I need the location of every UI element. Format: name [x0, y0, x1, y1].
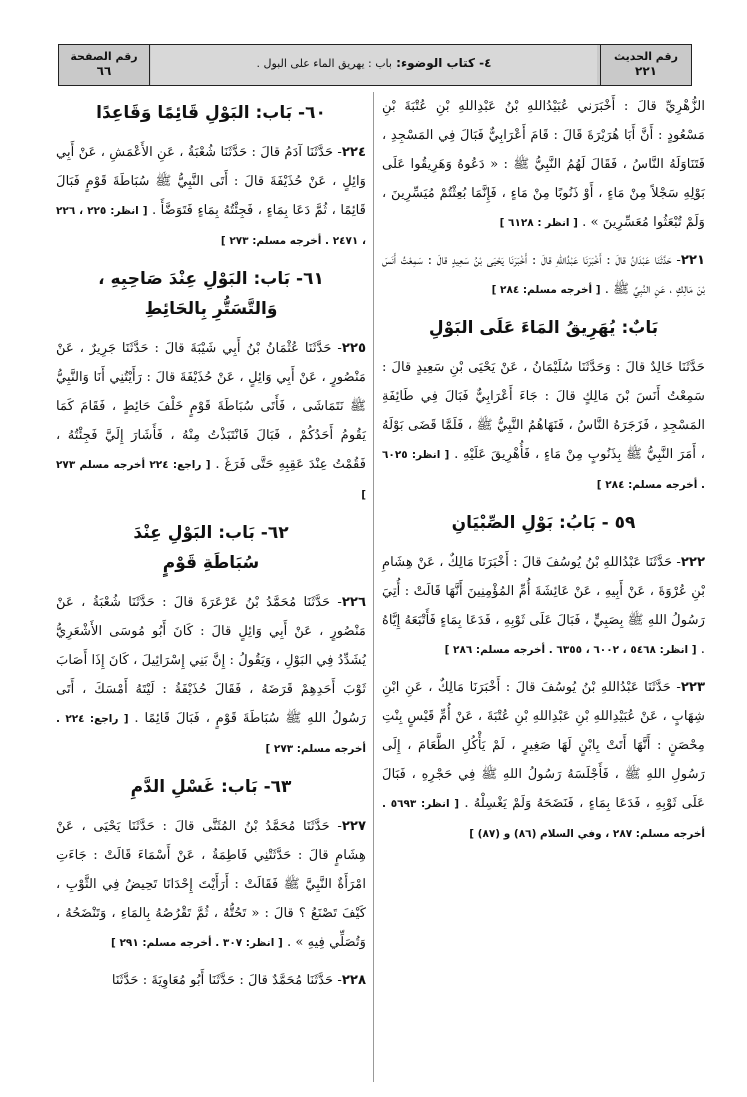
page-number-box — [59, 45, 150, 85]
hadith-reference: [ انظر: ٥٦٩٣ . أخرجه مسلم: ٢٨٧ ، وفي السلام (٨٦) و (٨٧) ] — [382, 798, 705, 840]
hadith-text: - حَدَّثَنَا عُثْمَانُ بْنُ أَبِي شَيْبَةَ قالَ : حَدَّثَنَا جَرِيرٌ ، عَنْ مَنْصُورٍ ، عَنْ أَبِي وَائِلٍ ، عَنْ حُذَيْفَةَ قالَ : رَأَيْتُنِي أَنَا وَالنَّبِيُّ ﷺ نَتَمَاشَى ، فَأَتَى سُبَاطَةَ قَوْمٍ خَلْفَ حَائِطٍ ، فَقَامَ كَمَا يَقُومُ أَحَدُكُمْ ، فَبَالَ فَانْتَبَذْتُ مِنْهُ ، فَأَشَارَ إِلَيَّ فَجِئْتُهُ ، فَقُمْتُ عِنْدَ عَقِبِهِ حَتَّى فَرَغَ . — [56, 341, 366, 472]
hadith-number: ٢٢٣ — [680, 680, 705, 695]
hadith-number-box — [600, 45, 691, 85]
chapter-heading-line: سُبَاطَةِ قَوْمٍ — [162, 553, 260, 573]
hadith-number: ٢٢٢ — [680, 555, 705, 570]
hadith-text: - حَدَّثَنَا آدَمُ قالَ : حَدَّثَنَا شُعْبَةُ ، عَنِ الأَعْمَشِ ، عَنْ أَبِي وَائِلٍ ، عَنْ حُذَيْفَةَ قالَ : أَتَى النَّبِيُّ ﷺ سُبَاطَةَ قَوْمٍ فَبَالَ قَائِمًا ، ثُمَّ دَعَا بِمَاءٍ ، فَجِئْتُهُ بِمَاءٍ فَتَوَضَّأَ . — [56, 145, 366, 218]
left-column — [56, 92, 366, 1003]
chapter-heading — [56, 264, 366, 324]
hadith-text: - حَدَّثَنَا مُحَمَّدٌ قالَ : حَدَّثَنَا أَبُو مُعَاوِيَةَ : حَدَّثَنَا — [111, 973, 342, 988]
hadith-reference: [ أخرجه مسلم: ٢٨٤ ] — [491, 284, 601, 296]
column-divider — [373, 92, 374, 1082]
hadith-text: - حَدَّثَنَا مُحَمَّدُ بْنُ المُثَنَّى قالَ : حَدَّثَنَا يَحْيَى ، عَنْ هِشَامٍ قالَ : حَدَّثَتْنِي فَاطِمَةُ ، عَنْ أَسْمَاءَ قَالَتْ : جَاءَتِ امْرَأَةٌ النَّبِيَّ ﷺ فَقَالَتْ : أَرَأَيْتَ إِحْدَانَا تَحِيضُ فِي الثَّوْبِ ، كَيْفَ تَصْنَعُ ؟ قالَ : « تَحُتُّهُ ، ثُمَّ تَقْرُصُهُ بِالمَاءِ ، وَتَنْضَحُهُ ، وَتُصَلِّي فِيهِ » . — [56, 819, 366, 950]
page-number-label: رقم الصفحة — [70, 50, 138, 63]
hadith-text: - حَدَّثَنَا عَبْدُاللهِ بْنُ يُوسُفَ قالَ : أَخْبَرَنَا مَالِكٌ ، عَنْ هِشَامِ بْنِ عُرْوَةَ ، عَنْ أَبِيهِ ، عَنْ عَائِشَةَ أُمِّ المُؤْمِنِينَ أَنَّهَا قَالَتْ : أُتِيَ رَسُولُ اللهِ ﷺ بِصَبِيٍّ ، فَبَالَ عَلَى ثَوْبِهِ ، فَدَعَا بِمَاءٍ فَأَتْبَعَهُ إِيَّاهُ . — [382, 555, 705, 657]
hadith-227 — [56, 812, 366, 958]
hadith-reference: [ انظر : ٦١٢٨ ] — [499, 217, 578, 229]
chapter-heading-line: وَالتَّسَتُّرِ بِالحَائِطِ — [144, 299, 278, 319]
hadith-reference: [ انظر: ٦٠٢٥ . أخرجه مسلم: ٢٨٤ ] — [382, 449, 705, 491]
hadith-228 — [56, 966, 366, 995]
chapter-heading-line: ٦١- بَاب: البَوْلِ عِنْدَ صَاحِبِهِ ، — [98, 269, 324, 289]
hadith-text: حَدَّثَنَا خَالِدٌ قالَ : وَحَدَّثَنَا سُلَيْمَانُ ، عَنْ يَحْيَى بْنِ سَعِيدٍ قالَ : سَمِعْتُ أَنَسَ بْنَ مَالِكٍ قالَ : جَاءَ أَعْرَابِيٌّ فَبَالَ فِي طَائِفَةِ المَسْجِدِ ، فَزَجَرَهُ النَّاسُ ، فَنَهَاهُمُ النَّبِيُّ ﷺ ، فَلَمَّا قَضَى بَوْلَهُ ، أَمَرَ النَّبِيُّ ﷺ بِذَنُوبٍ مِنْ مَاءٍ ، فَأُهْرِيقَ عَلَيْهِ . — [382, 360, 705, 462]
hadith-text: - حَدَّثَنَا عَبْدُاللهِ بْنُ يُوسُفَ قالَ : أَخْبَرَنَا مَالِكٌ ، عَنِ ابْنِ شِهَابٍ ، عَنْ عُبَيْدِاللهِ بْنِ عَبْدِاللهِ بْنِ عُتْبَةَ ، عَنْ أُمِّ قَيْسٍ بِنْتِ مِحْصَنٍ : أَنَّهَا أَتَتْ بِابْنٍ لَهَا صَغِيرٍ ، لَمْ يَأْكُلِ الطَّعَامَ ، إِلَى رَسُولِ اللهِ ﷺ ، فَأَجْلَسَهُ رَسُولُ اللهِ ﷺ فِي حَجْرِهِ ، فَبَالَ عَلَى ثَوْبِهِ ، فَدَعَا بِمَاءٍ ، فَنَضَحَهُ وَلَمْ يَغْسِلْهُ . — [382, 680, 705, 811]
hadith-223 — [382, 673, 705, 849]
page-number: ٦٦ — [96, 64, 112, 78]
hadith-222 — [382, 548, 705, 665]
hadith-text: - حَدَّثَنَا عَبْدَانُ قالَ : أَخْبَرَنَا عَبْدُاللهِ قالَ : أَخْبَرَنَا يَحْيَى بْنُ سَعِيدٍ قالَ : سَمِعْتُ أَنَسَ بْنَ مَالِكٍ ، عَنِ النَّبِيِّ ﷺ . — [382, 253, 705, 297]
book-title: ٤- كتاب الوضوء: — [396, 56, 492, 70]
hadith-reference: [ انظر: ٥٤٦٨ ، ٦٠٠٢ ، ٦٣٥٥ . أخرجه مسلم: ٢٨٦ ] — [444, 644, 697, 656]
hadith-number: ٢٢١ — [680, 253, 705, 268]
hadith-number: ٢٢٨ — [341, 973, 366, 988]
chapter-heading: بَابٌ: يُهَرِيقُ المَاءَ عَلَى البَوْلِ — [428, 318, 659, 338]
chapter-heading: ٥٩ - بَابُ: بَوْلِ الصِّبْيَانِ — [451, 513, 636, 533]
section-title: باب : يهريق الماء على البول . — [256, 57, 392, 70]
chapter-title — [151, 45, 597, 71]
hadith-number: ٢٢٧ — [341, 819, 366, 834]
hadith-reference: [ راجع: ٢٢٤ . أخرجه مسلم: ٢٧٣ ] — [56, 713, 366, 755]
hadith-number: ٢٢١ — [635, 64, 657, 78]
hadith-unnumbered — [382, 353, 705, 500]
hadith-number-label: رقم الحديث — [614, 50, 678, 63]
page-header — [58, 44, 692, 86]
hadith-reference: [ انظر: ٣٠٧ . أخرجه مسلم: ٢٩١ ] — [111, 937, 283, 949]
right-column — [382, 92, 705, 857]
hadith-number: ٢٢٦ — [341, 595, 366, 610]
hadith-225 — [56, 334, 366, 510]
chapter-box — [151, 45, 597, 85]
hadith-224 — [56, 138, 366, 256]
hadith-number: ٢٢٥ — [341, 341, 366, 356]
hadith-continuation — [382, 92, 705, 238]
hadith-226 — [56, 588, 366, 764]
chapter-heading: ٦٣- بَاب: غَسْلِ الدَّمِ — [130, 777, 292, 797]
hadith-221 — [382, 246, 705, 305]
hadith-reference: [ راجع: ٢٢٤ أخرجه مسلم ٢٧٣ ] — [56, 459, 366, 501]
hadith-reference: [ انظر: ٢٢٥ ، ٢٢٦ ، ٢٤٧١ . أخرجه مسلم: ٢٧٣ ] — [56, 205, 366, 247]
hadith-text: الزُّهْرِيِّ قالَ : أَخْبَرَني عُبَيْدُاللهِ بْنُ عَبْدِاللهِ بْنِ عُتْبَةَ بْنِ مَسْعُودٍ : أَنَّ أَبَا هُرَيْرَةَ قَالَ : قَامَ أَعْرَابِيٌّ فَبَالَ فِي المَسْجِدِ ، فَتَنَاوَلَهُ النَّاسُ ، فَقَالَ لَهُمُ النَّبِيُّ ﷺ : « دَعُوهُ وَهَرِيقُوا عَلَى بَوْلِهِ سَجْلاً مِنْ مَاءٍ ، أَوْ ذَنُوبًا مِنْ مَاءٍ ، فَإِنَّمَا بُعِثْتُمْ مُيَسِّرِينَ ، وَلَمْ تُبْعَثُوا مُعَسِّرِينَ » . — [382, 99, 705, 230]
chapter-heading: ٦٠- بَاب: البَوْلِ قَائِمًا وَقَاعِدًا — [96, 103, 326, 123]
chapter-heading — [56, 518, 366, 578]
hadith-text: - حَدَّثَنَا مُحَمَّدُ بْنُ عَرْعَرَةَ قالَ : حَدَّثَنَا شُعْبَةُ ، عَنْ مَنْصُورٍ ، عَنْ أَبِي وَائِلٍ قالَ : كَانَ أَبُو مُوسَى الأَشْعَرِيُّ يُشَدِّدُ فِي البَوْلِ ، وَيَقُولُ : إِنَّ بَنِي إِسْرَائِيلَ ، كَانَ إِذَا أَصَابَ ثَوْبَ أَحَدِهِمْ قَرَضَهُ ، فَقَالَ حُذَيْفَةُ : لَيْتَهُ أَمْسَكَ ، أَتَى رَسُولُ اللهِ ﷺ سُبَاطَةَ قَوْمٍ ، فَبَالَ قَائِمًا . — [56, 595, 366, 726]
hadith-number: ٢٢٤ — [341, 145, 366, 160]
chapter-heading-line: ٦٢- بَاب: البَوْلِ عِنْدَ — [133, 523, 289, 543]
